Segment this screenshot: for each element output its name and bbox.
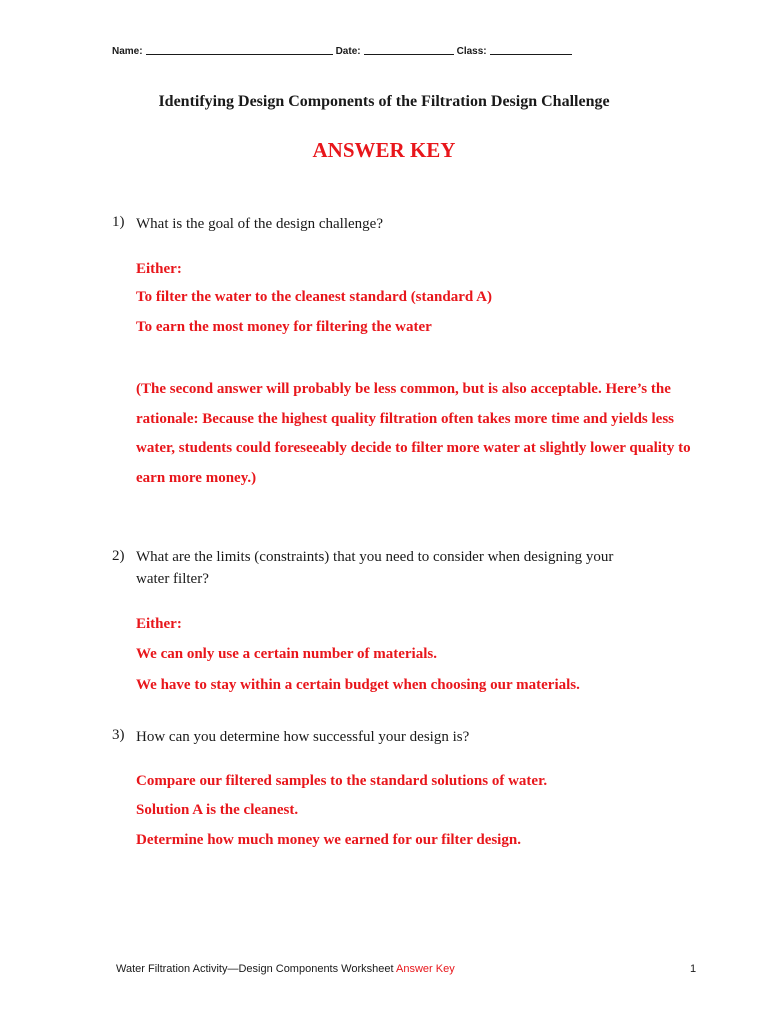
question-3-number: 3) bbox=[112, 727, 125, 743]
page-number: 1 bbox=[690, 963, 697, 975]
worksheet-header bbox=[112, 46, 575, 57]
answer-key-heading: ANSWER KEY bbox=[312, 138, 456, 162]
page-footer bbox=[116, 963, 455, 975]
question-1-number: 1) bbox=[112, 214, 125, 230]
name-blank bbox=[146, 53, 333, 55]
q3-answer-1: Compare our filtered samples to the standard solutions of water. bbox=[136, 773, 548, 789]
q1-answer-1: To filter the water to the cleanest standard (standard A) bbox=[136, 289, 492, 305]
date-label: Date: bbox=[335, 46, 361, 57]
class-blank bbox=[490, 53, 572, 55]
q3-answer-3: Determine how much money we earned for our filter design. bbox=[136, 832, 521, 848]
footer-answer-key: Answer Key bbox=[396, 963, 455, 975]
question-3-text: How can you determine how successful your design is? bbox=[136, 729, 470, 745]
q1-answer-either: Either: bbox=[136, 261, 182, 277]
q1-answer-2: To earn the most money for filtering the water bbox=[136, 319, 432, 335]
question-1-text: What is the goal of the design challenge? bbox=[136, 216, 383, 232]
question-2-text: What are the limits (constraints) that you need to consider when designing your water filter? bbox=[136, 549, 614, 587]
question-2-number: 2) bbox=[112, 548, 125, 564]
class-label: Class: bbox=[456, 46, 487, 57]
footer-text: Water Filtration Activity—Design Components Worksheet bbox=[116, 963, 394, 975]
q2-answer-1: We can only use a certain number of materials. bbox=[136, 646, 437, 662]
page-title: Identifying Design Components of the Filtration Design Challenge bbox=[158, 93, 610, 110]
q2-answer-either: Either: bbox=[136, 616, 182, 632]
name-label: Name: bbox=[112, 46, 143, 57]
q3-answer-2: Solution A is the cleanest. bbox=[136, 802, 299, 818]
q2-answer-2: We have to stay within a certain budget when choosing our materials. bbox=[136, 677, 580, 693]
date-blank bbox=[364, 53, 454, 55]
q1-rationale-note: (The second answer will probably be less common, but is also acceptable. Here’s the rationale: Because the highest quality filtration often takes more time and yields less water, students could foreseeably decide to filter more water at slightly lower quality to earn more money.) bbox=[136, 381, 691, 486]
